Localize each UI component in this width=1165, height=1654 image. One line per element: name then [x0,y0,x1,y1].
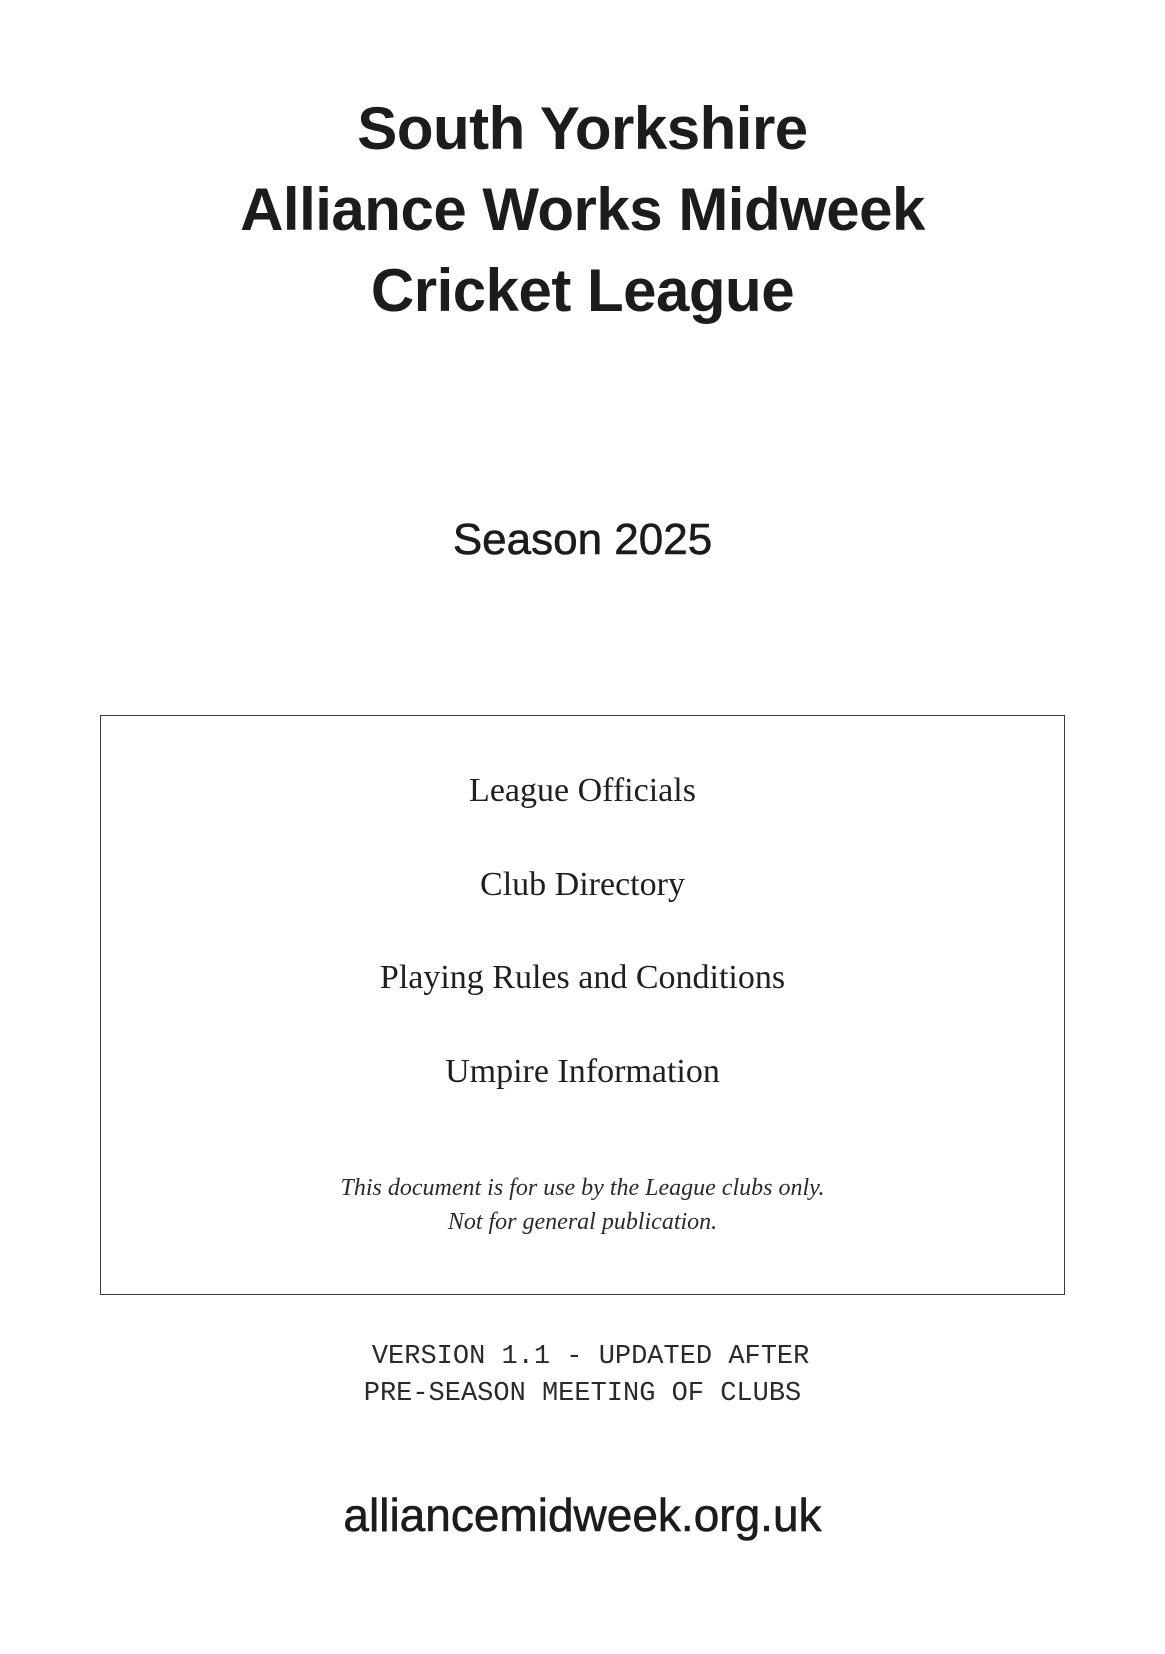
contents-item-playing-rules: Playing Rules and Conditions [379,959,786,996]
contents-item-umpire-information: Umpire Information [445,1053,720,1090]
title-line-1: South Yorkshire [357,95,808,162]
league-title [0,88,1165,331]
version-line-1: VERSION 1.1 - UPDATED AFTER [355,1342,810,1372]
version-note [0,1339,1165,1413]
contents-item-club-directory: Club Directory [480,866,685,903]
restricted-use-notice [101,1171,1064,1239]
notice-line-1: This document is for use by the League clubs only. [340,1175,825,1201]
website-url: alliancemidweek.org.uk [343,1489,822,1541]
title-line-2: Alliance Works Midweek [240,176,925,243]
contents-box [100,715,1065,1295]
title-line-3: Cricket League [370,257,795,324]
version-line-2: PRE-SEASON MEETING OF CLUBS [363,1379,802,1409]
notice-line-2: Not for general publication. [447,1209,718,1235]
season-heading: Season 2025 [452,515,713,564]
contents-item-league-officials: League Officials [469,772,696,809]
